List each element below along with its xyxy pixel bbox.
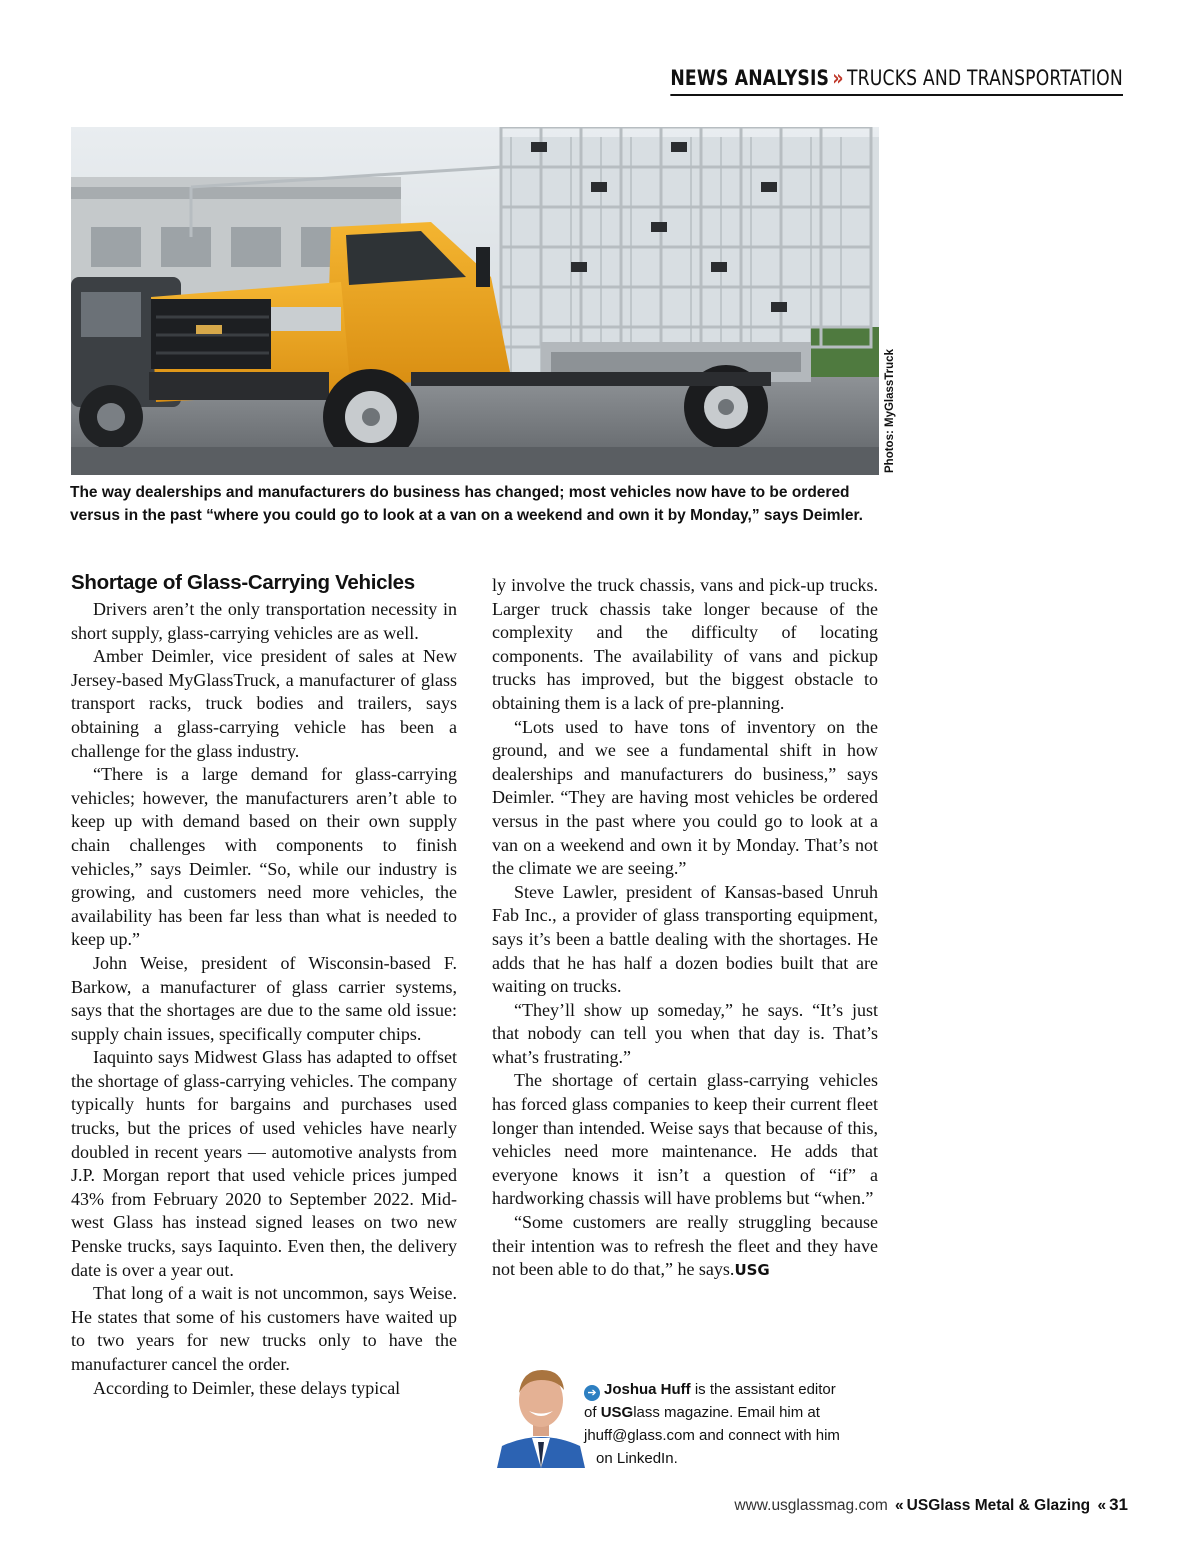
paragraph-final (492, 1211, 878, 1283)
author-name: Joshua Huff (604, 1381, 691, 1398)
footer-chevron-icon: « (895, 1497, 904, 1514)
paragraph: “They’ll show up someday,” he says. “It’s just that nobody can tell you when that day is. That’s what’s frustrating.” (492, 999, 878, 1067)
paragraph: Steve Lawler, president of Kansas-based Unruh Fab Inc., a provider of glass transporting equipment, says it’s been a battle dealing with the shortages. He adds that he has half a dozen bodies built that are waiting on trucks. (492, 881, 878, 997)
paragraph: That long of a wait is not uncommon, says Weise. He states that some of his customers have waited up to two years for new trucks only to have the manufacturer cancel the order. (71, 1283, 457, 1374)
paragraph: Drivers aren’t the only transportation necessity in short supply, glass-carrying vehicles are as well. (71, 599, 457, 643)
footer-url: www.usglassmag.com (734, 1497, 888, 1514)
bio-magazine-bold: USG (600, 1404, 634, 1421)
bio-line-4: on LinkedIn. (596, 1450, 678, 1467)
arrow-right-icon: ➔ (584, 1385, 600, 1401)
paragraph: “Lots used to have tons of inventory on the ground, and we see a fundamental shift in how dealerships and manufacturers do business,” says Deimler. “They are having most vehicles be ordered versus in the past where you could go to look at a van on a weekend and own it by Monday. That’s not the climate we are seeing.” (492, 716, 878, 879)
footer-chevron-icon: « (1097, 1497, 1107, 1514)
paragraph: Iaquinto says Midwest Glass has adapted to offset the shortage of glass-carrying vehicles. The company typically hunts for bargains and purchases used trucks, but the prices of used vehicles have nearly doubled in recent years — automotive analysts from J.P. Morgan report that used vehicle prices jumped 43% from February 2020 to September 2022. Midwest Glass has instead signed leases on two new Penske trucks, says Iaquinto. Even then, the delivery date is over a year out. (71, 1047, 457, 1280)
article-column-1 (71, 570, 457, 1400)
author-bio (492, 1358, 887, 1468)
paragraph: The shortage of certain glass-carrying vehicles has forced glass companies to keep their current fleet longer than intended. Weise says that because of this, vehicles need more maintenance. He adds that everyone knows it isn’t a question of “if” a hardworking chassis will have problems but “when.” (492, 1070, 878, 1209)
bio-line-2-pre: of (584, 1404, 601, 1421)
section-label: NEWS ANALYSIS (670, 66, 830, 90)
paragraph: John Weise, president of Wisconsin-based F. Barkow, a manufacturer of glass carrier systems, says that the shortages are due to the same old issue: supply chain issues, specifically computer chips. (71, 952, 457, 1044)
section-header (670, 66, 1123, 96)
page-footer (734, 1495, 1128, 1515)
paragraph: “There is a large demand for glass-carrying vehicles; however, the manufacturers aren’t able to keep up with demand based on their own supply chain challenges with components to finish vehicles,” says Deimler. “So, while our industry is growing, and customers need more vehicles, the availability has been far less than what is needed to keep up.” (71, 764, 457, 950)
photo-credit (878, 333, 908, 473)
footer-magazine: USGlass Metal & Glazing (906, 1497, 1091, 1514)
page-number: 31 (1109, 1495, 1128, 1514)
bio-line-2-post: lass magazine. Email him at (633, 1404, 820, 1421)
paragraph: Amber Deimler, vice president of sales at New Jersey-based MyGlassTruck, a manufacturer of glass transport racks, truck bodies and trailers, says obtaining a glass-carrying vehicle has been a challenge for the glass industry. (71, 646, 457, 761)
photo-credit-text: Photos: MyGlassTruck (884, 349, 896, 473)
article-subhead: Shortage of Glass-Carrying Vehicles (71, 571, 415, 594)
truck-photo (71, 127, 879, 475)
paragraph: According to Deimler, these delays typical (93, 1377, 401, 1398)
author-portrait (492, 1358, 590, 1468)
article-column-2 (492, 574, 878, 1283)
truck-illustration (71, 127, 879, 475)
author-bio-text (584, 1378, 884, 1470)
bio-line-3: jhuff@glass.com and connect with him (584, 1427, 840, 1444)
topic-label: TRUCKS AND TRANSPORTATION (847, 66, 1123, 90)
final-text: “Some customers are really struggling because their intention was to refresh the fleet and they have not been able to do that,” he says. (492, 1212, 878, 1280)
paragraph-continued: ly involve the truck chassis, vans and pick-up trucks. Larger truck chassis take longer because of the complexity and the difficulty of locating components. The availability of vans and pickup trucks has improved, but the biggest obstacle to obtaining them is a lack of pre-planning. (492, 575, 878, 713)
end-mark: USG (734, 1261, 770, 1280)
photo-caption: The way dealerships and manufacturers do business has changed; most vehicles now have to be ordered versus in the past “where you could go to look at a van on a weekend and own it by Monday,” says Deimler. (70, 484, 863, 524)
bio-line-1: is the assistant editor (690, 1381, 836, 1398)
author-headshot (492, 1358, 590, 1468)
header-separator: » (832, 66, 844, 90)
